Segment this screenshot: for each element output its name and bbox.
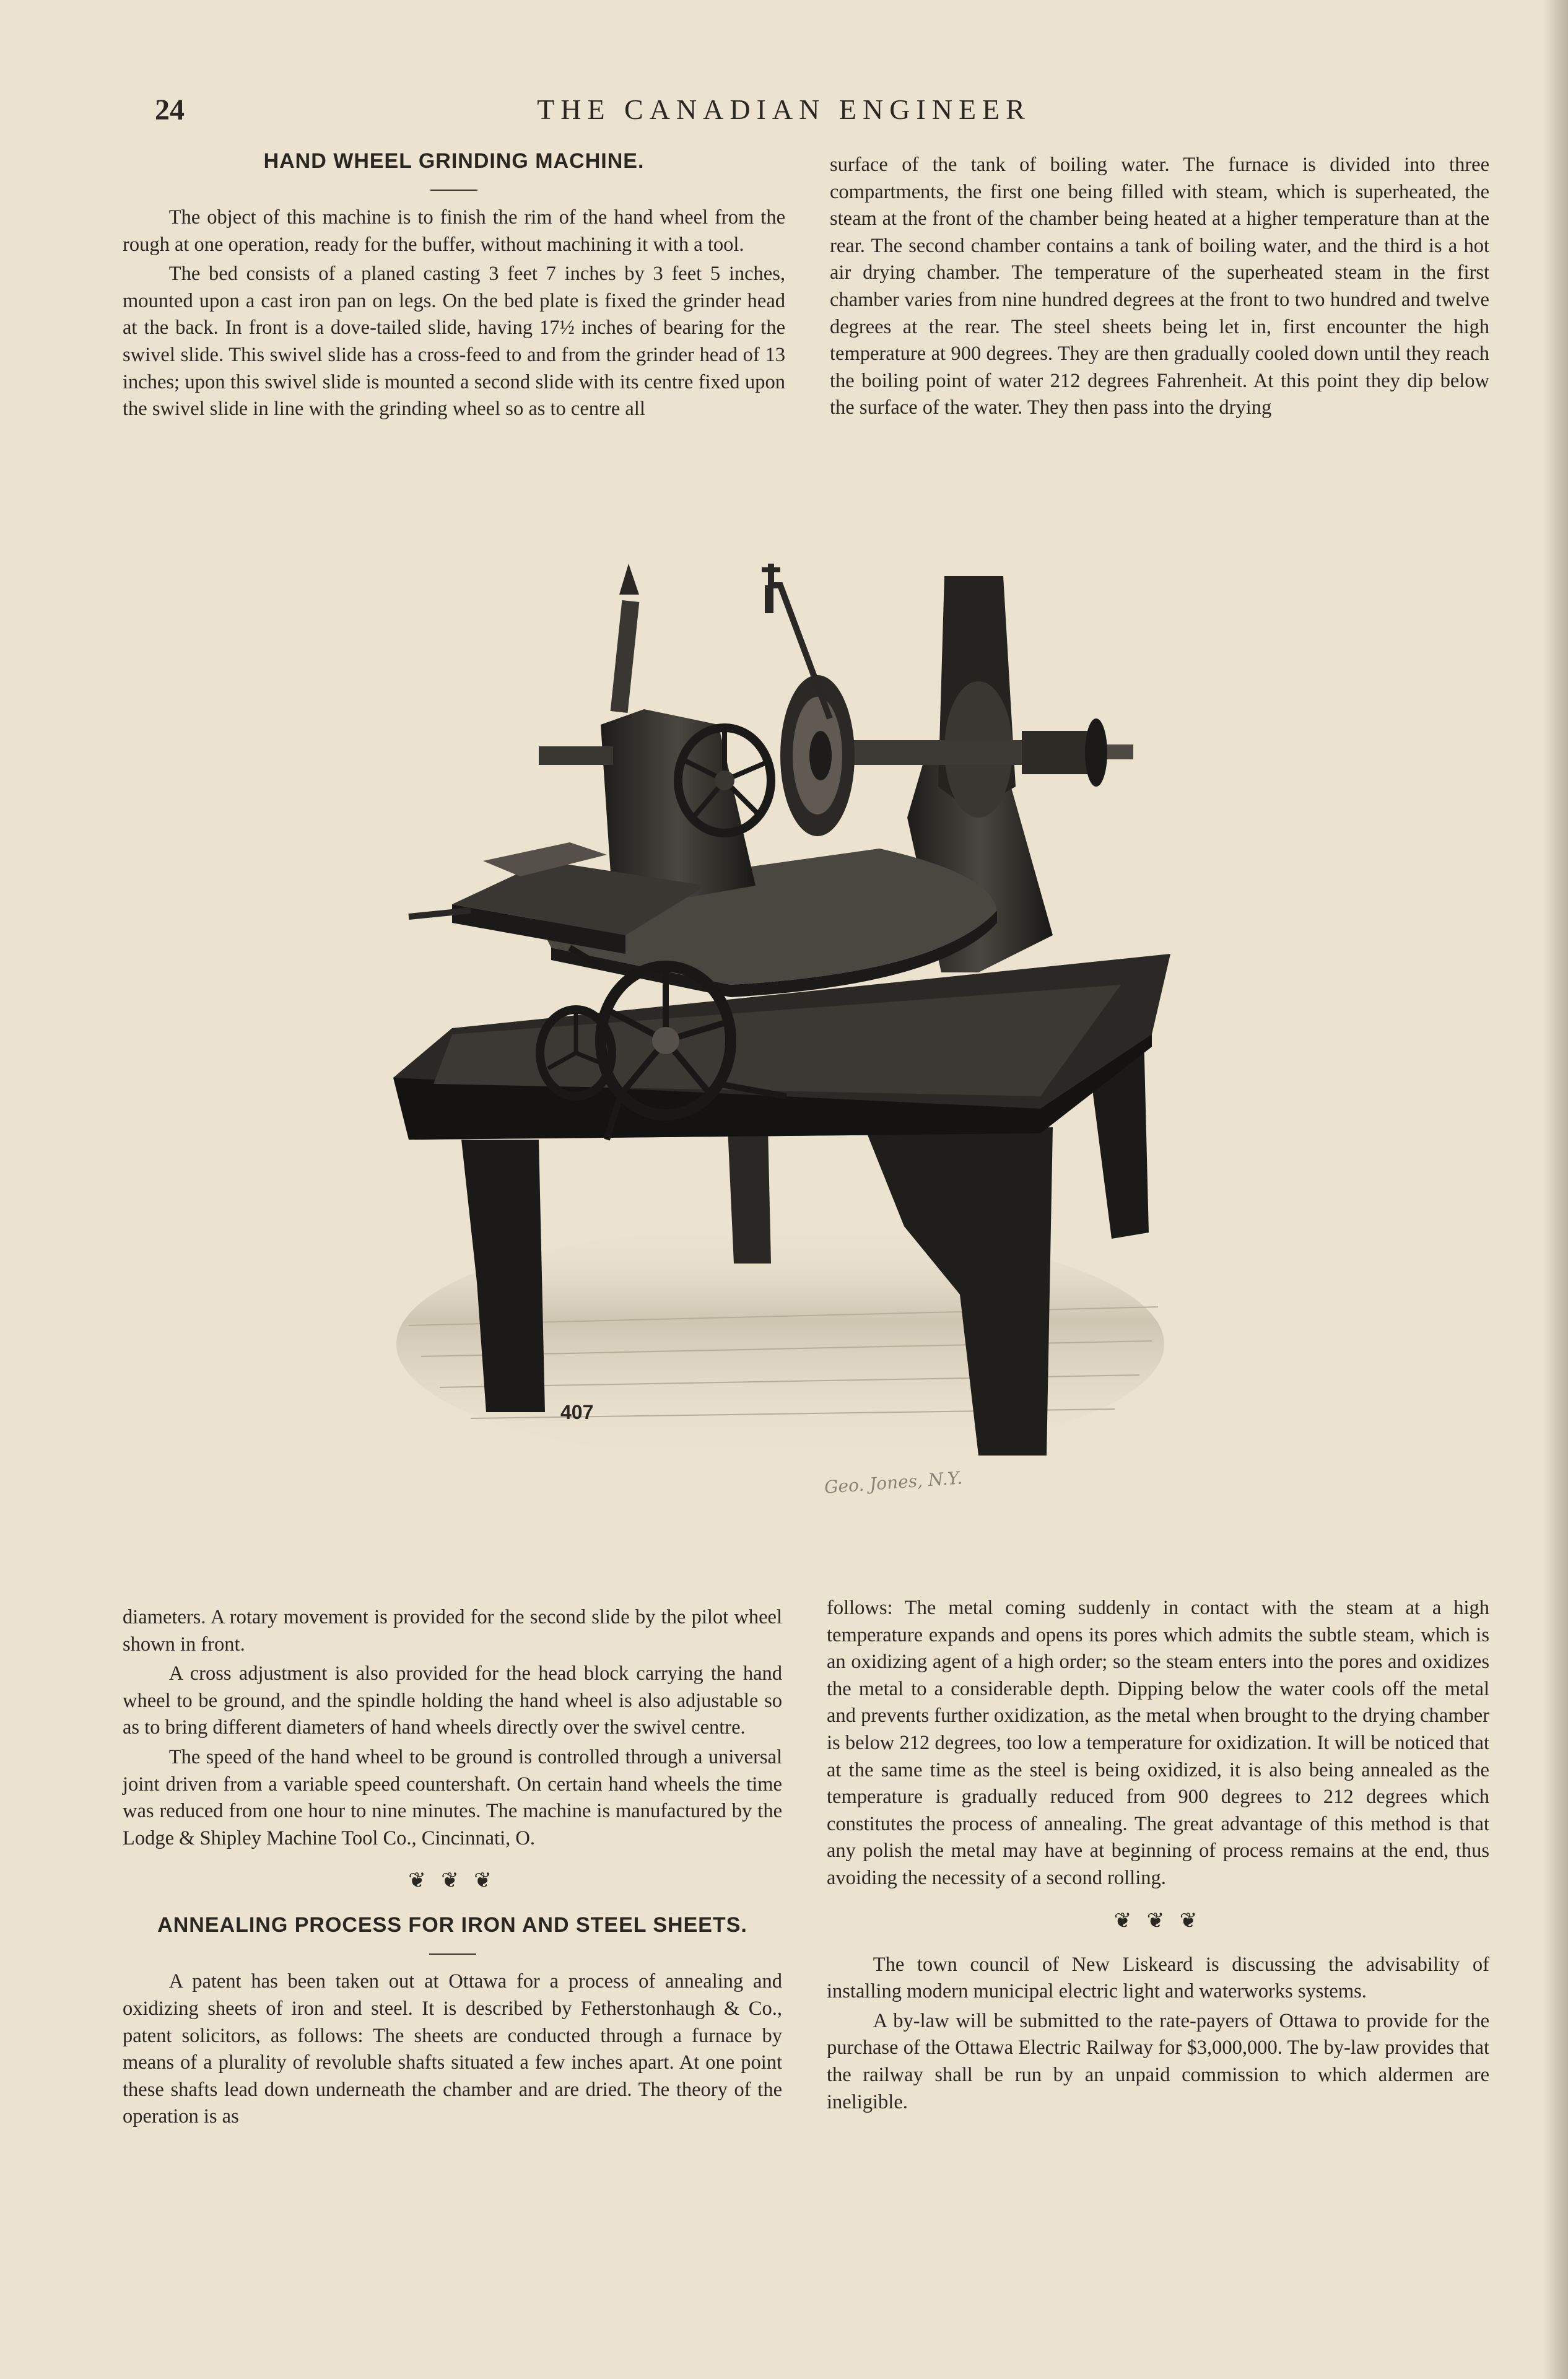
title-rule (430, 190, 477, 191)
article1-paragraph: The object of this machine is to finish the rim of the hand wheel from the rough at one operation, ready for the buffer, without machining it with a tool. (123, 206, 785, 256)
article2-title: ANNEALING PROCESS FOR IRON AND STEEL SHEETS. (157, 1913, 747, 1937)
news-paragraph: A by-law will be submitted to the rate-payers of Ottawa to provide for the purchase of the Ottawa Electric Railway for $3,000,000. The by-law provides that the railway shall be run by an unpaid commission to which aldermen are ineligible. (827, 2009, 1489, 2113)
article-bottom-right-column (827, 1595, 1489, 2116)
article1-paragraph: diameters. A rotary movement is provided for the second slide by the pilot wheel shown in front. (123, 1606, 782, 1656)
journal-title: THE CANADIAN ENGINEER (537, 94, 1031, 125)
article2-paragraph: follows: The metal coming suddenly in contact with the steam at a high temperature expands and opens its pores which admits the subtle steam, which is an oxidizing agent of a high order; so the steam enters into the pores and oxidizes the metal to a considerable depth. Dipping below the water cools off the metal and prevents further oxidization, as the metal when brought to the drying chamber is below 212 degrees, too low a temperature for oxidization. It will be noticed that at the same time as the steel is being oxidized, it is also being annealed as the temperature is gradually reduced from 900 degrees to 212 degrees which constitutes the process of annealing. The great advantage of this method is that any polish the metal may have at beginning of process remains at the end, thus avoiding the necessity of a second rolling. (827, 1597, 1489, 1889)
page-number: 24 (155, 94, 185, 126)
article2-paragraph: A patent has been taken out at Ottawa for a process of annealing and oxidizing sheets of iron and steel. It is described by Fetherstonhaugh & Co., patent solicitors, as follows: The sheets are conducted through a furnace by means of a plurality of revoluble shafts situated a few inches apart. At one point these shafts lead down underneath the chamber and are dried. The theory of the operation is as (123, 1970, 782, 2128)
article2-paragraph: surface of the tank of boiling water. The furnace is divided into three compartments, the first one being filled with steam, which is superheated, the steam at the front of the chamber being heated at a higher temperature than at the rear. The second chamber contains a tank of boiling water, and the third is a hot air drying chamber. The temperature of the superheated steam in the first chamber varies from nine hundred degrees at the front to two hundred and twelve degrees at the rear. The steel sheets being let in, first encounter the high temperature at 900 degrees. They are then gradually cooled down until they reach the boiling point of water 212 degrees Fahrenheit. At this point they dip below the surface of the water. They then pass into the drying (830, 154, 1489, 419)
article1-paragraph: A cross adjustment is also provided for the head block carrying the hand wheel to be ground, and the spindle holding the hand wheel is also adjustable so as to bring different diameters of hand wheels directly over the swivel centre. (123, 1662, 782, 1739)
article1-paragraph: The bed consists of a planed casting 3 feet 7 inches by 3 feet 5 inches, mounted upon a cast iron pan on legs. On the bed plate is fixed the grinder head at the back. In front is a dove-tailed slide, having 17½ inches of bearing for the swivel slide. This swivel slide has a cross-feed to and from the grinder head of 13 inches; upon this swivel slide is mounted a second slide with its centre fixed upon the swivel slide in line with the grinding wheel so as to centre all (123, 263, 785, 421)
article1-top-column (123, 147, 785, 423)
news-paragraph: The town council of New Liskeard is discussing the advisability of installing modern municipal electric light and waterworks systems. (827, 1953, 1489, 2003)
article2-continued-top-column (830, 152, 1489, 422)
section-ornament: ❦ ❦ ❦ (1113, 1909, 1203, 1932)
binding-shadow (1543, 0, 1568, 2379)
article1-paragraph: The speed of the hand wheel to be ground is controlled through a universal joint driven from a variable speed countershaft. On certain hand wheels the time was reduced from one hour to nine minutes. The machine is manufactured by the Lodge & Shipley Machine Tool Co., Cincinnati, O. (123, 1745, 782, 1849)
article-bottom-left-column (123, 1604, 782, 2131)
title-rule (429, 1953, 476, 1955)
figure-number: 407 (560, 1401, 594, 1423)
machine-illustration (384, 551, 1183, 1517)
section-ornament: ❦ ❦ ❦ (408, 1869, 497, 1893)
engraver-signature: Geo. Jones, N.Y. (824, 1467, 964, 1498)
article1-title: HAND WHEEL GRINDING MACHINE. (263, 149, 645, 173)
